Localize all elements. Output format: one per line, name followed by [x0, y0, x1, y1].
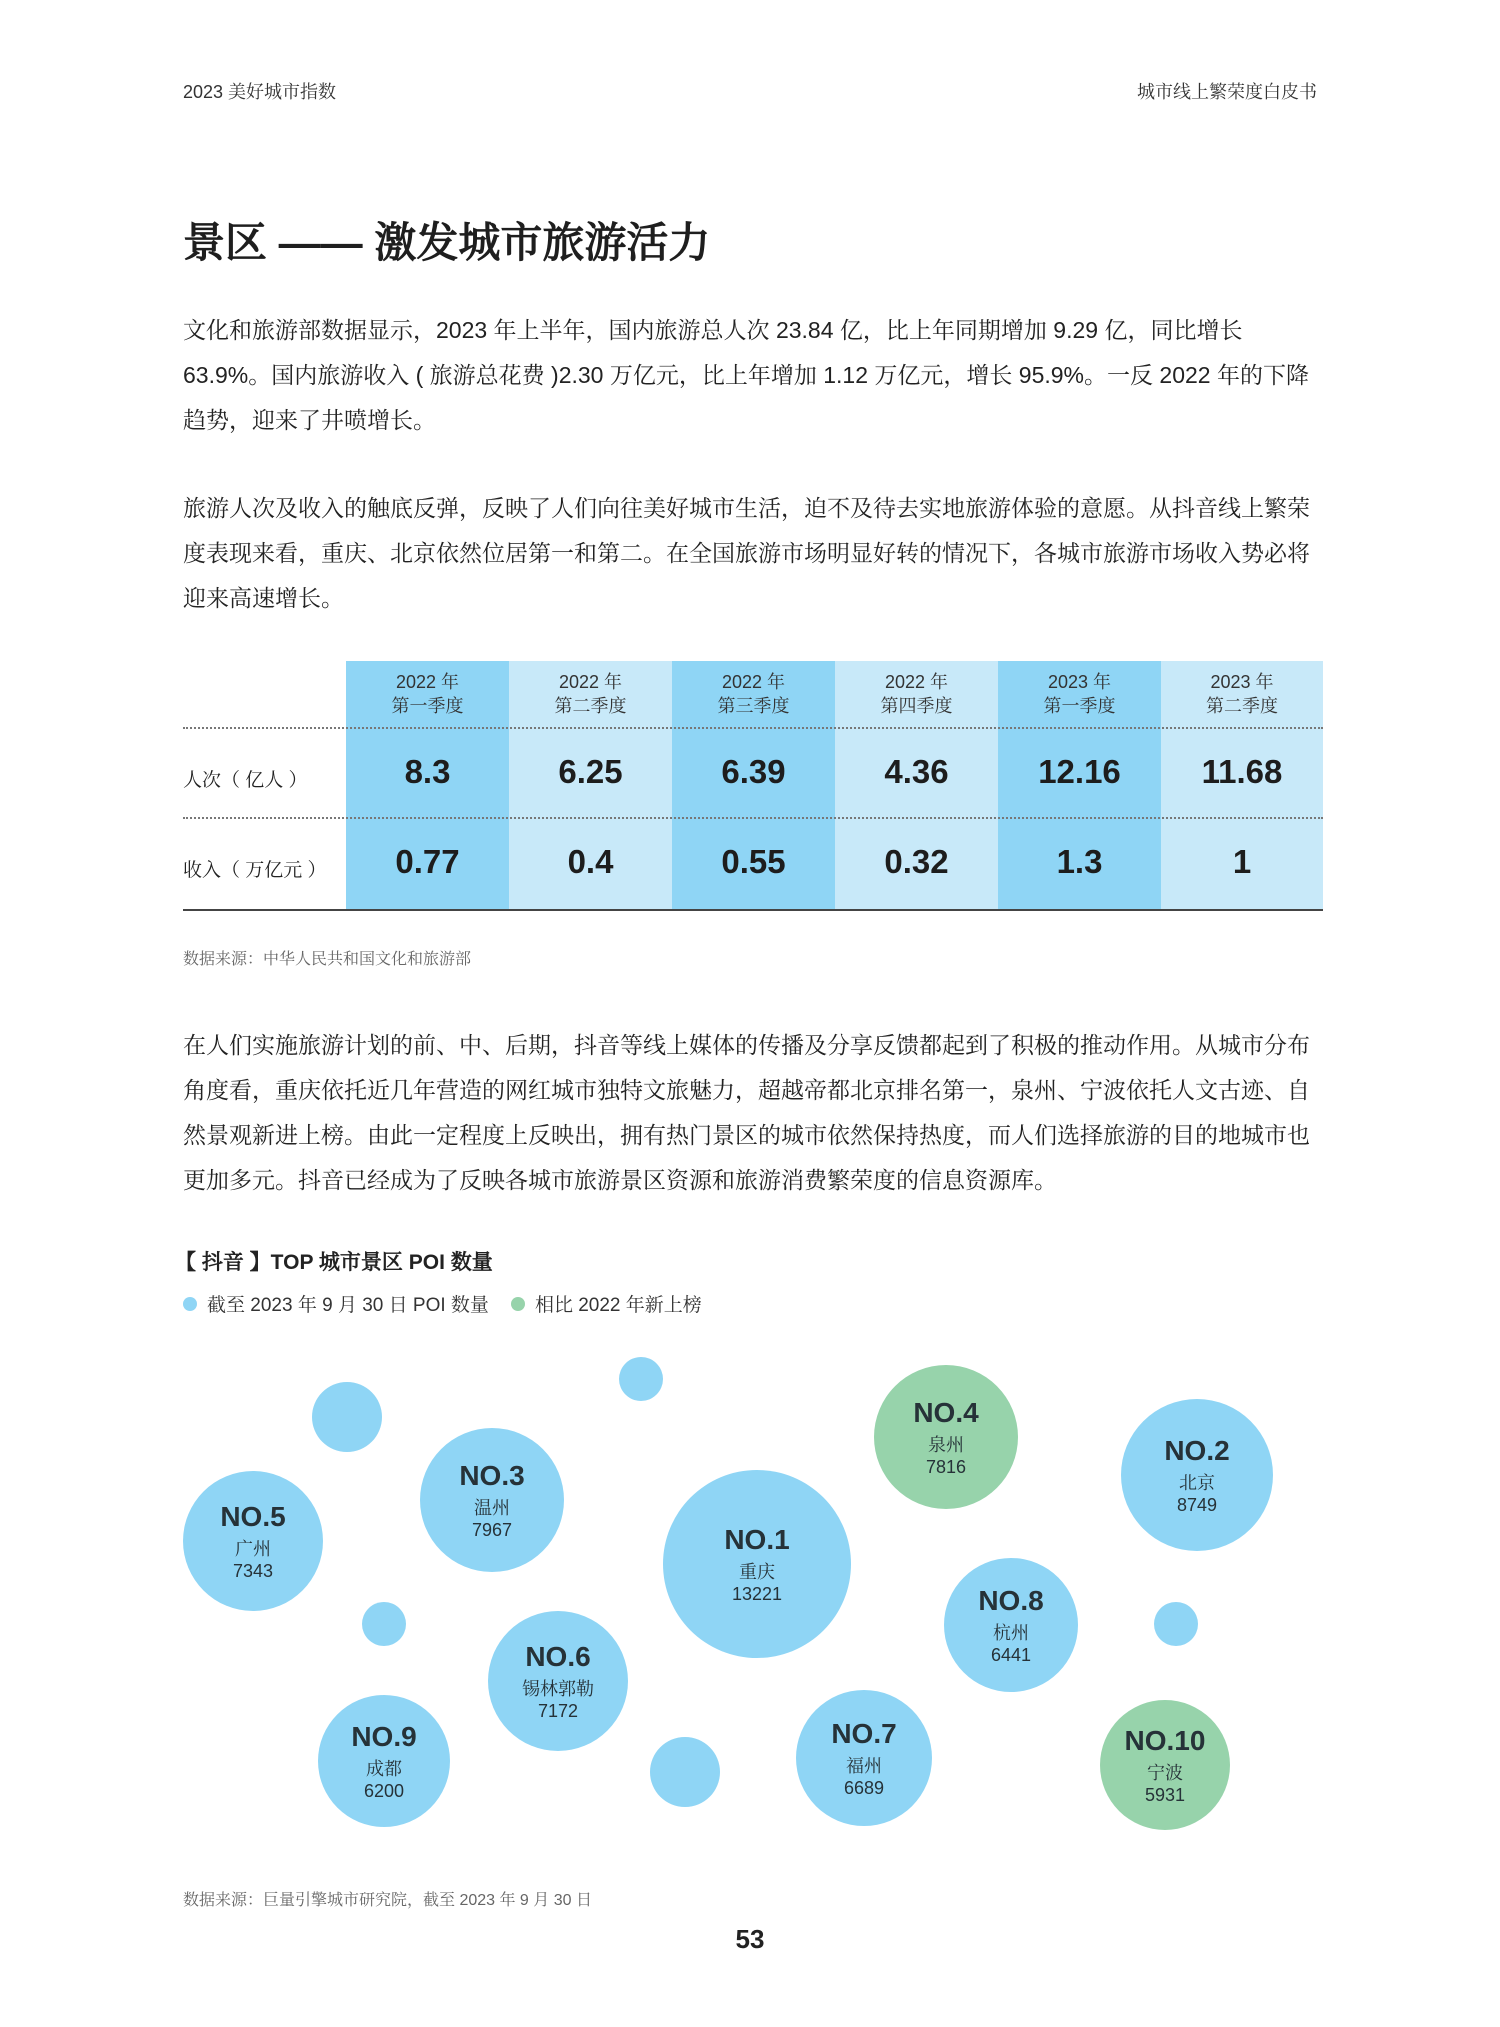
bubble-value: 5931	[1144, 1785, 1186, 1805]
chart-legend	[183, 1290, 724, 1317]
table-cell: 11.68	[1201, 753, 1283, 790]
table-source: 数据来源：中华人民共和国文化和旅游部	[183, 951, 472, 968]
bubble-city: 杭州	[993, 1623, 1029, 1643]
page-number: 53	[735, 1924, 765, 1954]
bubble-value: 6200	[363, 1781, 405, 1801]
page-title: 景区 —— 激发城市旅游活力	[183, 219, 711, 266]
column-quarter: 第四季度	[880, 696, 953, 716]
legend-item-new	[511, 1290, 702, 1317]
table-cell: 8.3	[404, 753, 451, 790]
table-column	[998, 661, 1161, 911]
legend-item-current	[183, 1290, 489, 1317]
bubble-city: 广州	[235, 1539, 271, 1559]
bubble-rank: NO.4	[913, 1397, 979, 1428]
bubble-rank-2	[1121, 1399, 1273, 1551]
tourism-table	[183, 661, 1323, 911]
header-right: 城市线上繁荣度白皮书	[1137, 82, 1317, 102]
bubble-rank-8	[944, 1558, 1078, 1692]
table-column	[1161, 661, 1323, 911]
header-left: 2023 美好城市指数	[183, 82, 337, 102]
bubble-rank: NO.5	[220, 1501, 286, 1532]
bubble-rank-7	[796, 1690, 932, 1826]
bubble-city: 成都	[366, 1759, 402, 1779]
bubble-rank: NO.7	[831, 1718, 897, 1749]
column-year: 2022 年	[558, 672, 623, 692]
bubble-rank-10	[1100, 1700, 1230, 1830]
table-column	[835, 661, 998, 911]
bubble-rank: NO.1	[724, 1524, 790, 1555]
table-cell: 12.16	[1038, 753, 1121, 790]
table-column	[509, 661, 672, 911]
column-quarter: 第三季度	[717, 696, 790, 716]
table-bottom-rule	[183, 909, 1323, 911]
row-label-visits: 人次（ 亿人 ）	[183, 770, 308, 791]
table-cell: 0.4	[567, 843, 614, 880]
row-label-revenue: 收入（ 万亿元 ）	[183, 860, 327, 881]
table-cell: 4.36	[884, 753, 949, 790]
table-cell: 0.32	[884, 843, 949, 880]
chart-source: 数据来源：巨量引擎城市研究院，截至 2023 年 9 月 30 日	[183, 1892, 592, 1909]
column-year: 2023 年	[1210, 672, 1274, 692]
bubble-city: 重庆	[739, 1562, 775, 1582]
legend-label: 截至 2023 年 9 月 30 日 POI 数量	[207, 1295, 489, 1316]
table-cell: 0.77	[395, 843, 460, 880]
bubble-city: 宁波	[1147, 1763, 1183, 1783]
bubble-rank: NO.6	[525, 1641, 591, 1672]
table-column	[672, 661, 835, 911]
table-divider	[183, 727, 1323, 729]
bubble-value: 7172	[537, 1701, 579, 1721]
bubble-city: 北京	[1179, 1473, 1215, 1493]
column-quarter: 第二季度	[1206, 696, 1278, 716]
bubble-rank: NO.2	[1164, 1435, 1230, 1466]
legend-dot-icon	[183, 1297, 197, 1311]
bubble-rank-3	[420, 1428, 564, 1572]
bubble-rank-4	[874, 1365, 1018, 1509]
legend-label: 相比 2022 年新上榜	[534, 1295, 702, 1316]
table-cell: 1	[1232, 843, 1252, 880]
bubble-city: 泉州	[928, 1435, 964, 1455]
column-quarter: 第一季度	[1043, 696, 1116, 716]
table-cell: 1.3	[1056, 843, 1103, 880]
bubble-value: 8749	[1176, 1495, 1218, 1515]
table-cell: 6.39	[721, 753, 786, 790]
legend-dot-icon	[511, 1297, 525, 1311]
column-quarter: 第二季度	[554, 696, 627, 716]
decorative-bubble	[650, 1737, 720, 1807]
decorative-bubble	[1154, 1602, 1198, 1646]
bubble-value: 7967	[471, 1520, 513, 1540]
column-year: 2022 年	[721, 672, 786, 692]
chart-title: 【 抖音 】TOP 城市景区 POI 数量	[175, 1251, 493, 1274]
bubble-rank-1	[663, 1470, 851, 1658]
bubble-rank-9	[318, 1695, 450, 1827]
table-cell: 6.25	[558, 753, 623, 790]
table-column	[346, 661, 509, 911]
bubble-value: 13221	[731, 1584, 783, 1604]
bubble-rank-6	[488, 1611, 628, 1751]
paragraph-3: 在人们实施旅游计划的前、中、后期，抖音等线上媒体的传播及分享反馈都起到了积极的推动作用。从城市分布角度看，重庆依托近几年营造的网红城市独特文旅魅力，超越帝都北京排名第一，泉州、宁波依托人文古迹、自然景观新进上榜。由此一定程度上反映出，拥有热门景区的城市依然保持热度，而人们选择旅游的目的地城市也更加多元。抖音已经成为了反映各城市旅游景区资源和旅游消费繁荣度的信息资源库。	[183, 1032, 1310, 1193]
bubble-city: 福州	[846, 1756, 882, 1776]
bubble-value: 6441	[990, 1645, 1032, 1665]
column-quarter: 第一季度	[391, 696, 464, 716]
bubble-rank-5	[183, 1471, 323, 1611]
bubble-value: 7816	[925, 1457, 967, 1477]
paragraph-2: 旅游人次及收入的触底反弹，反映了人们向往美好城市生活，迫不及待去实地旅游体验的意愿。从抖音线上繁荣度表现来看，重庆、北京依然位居第一和第二。在全国旅游市场明显好转的情况下，各城市旅游市场收入势必将迎来高速增长。	[183, 495, 1310, 611]
bubble-rank: NO.3	[459, 1460, 525, 1491]
bubble-value: 7343	[232, 1561, 274, 1581]
column-year: 2023 年	[1047, 672, 1112, 692]
decorative-bubble	[619, 1357, 663, 1401]
table-cell: 0.55	[721, 843, 786, 880]
bubble-rank: NO.9	[351, 1721, 417, 1752]
bubble-rank: NO.8	[978, 1585, 1044, 1616]
decorative-bubble	[362, 1602, 406, 1646]
paragraph-1: 文化和旅游部数据显示，2023 年上半年，国内旅游总人次 23.84 亿，比上年同期增加 9.29 亿，同比增长 63.9%。国内旅游收入 ( 旅游总花费 )2.30 万亿元，比上年增加 1.12 万亿元，增长 95.9%。一反 2022 年的下降趋势，迎来了井喷增长。	[183, 317, 1309, 433]
table-divider	[183, 817, 1323, 819]
bubble-rank: NO.10	[1124, 1725, 1206, 1756]
bubble-city: 锡林郭勒	[522, 1679, 594, 1699]
decorative-bubble	[312, 1382, 382, 1452]
bubble-value: 6689	[843, 1778, 885, 1798]
column-year: 2022 年	[884, 672, 949, 692]
column-year: 2022 年	[395, 672, 460, 692]
bubble-city: 温州	[474, 1498, 510, 1518]
